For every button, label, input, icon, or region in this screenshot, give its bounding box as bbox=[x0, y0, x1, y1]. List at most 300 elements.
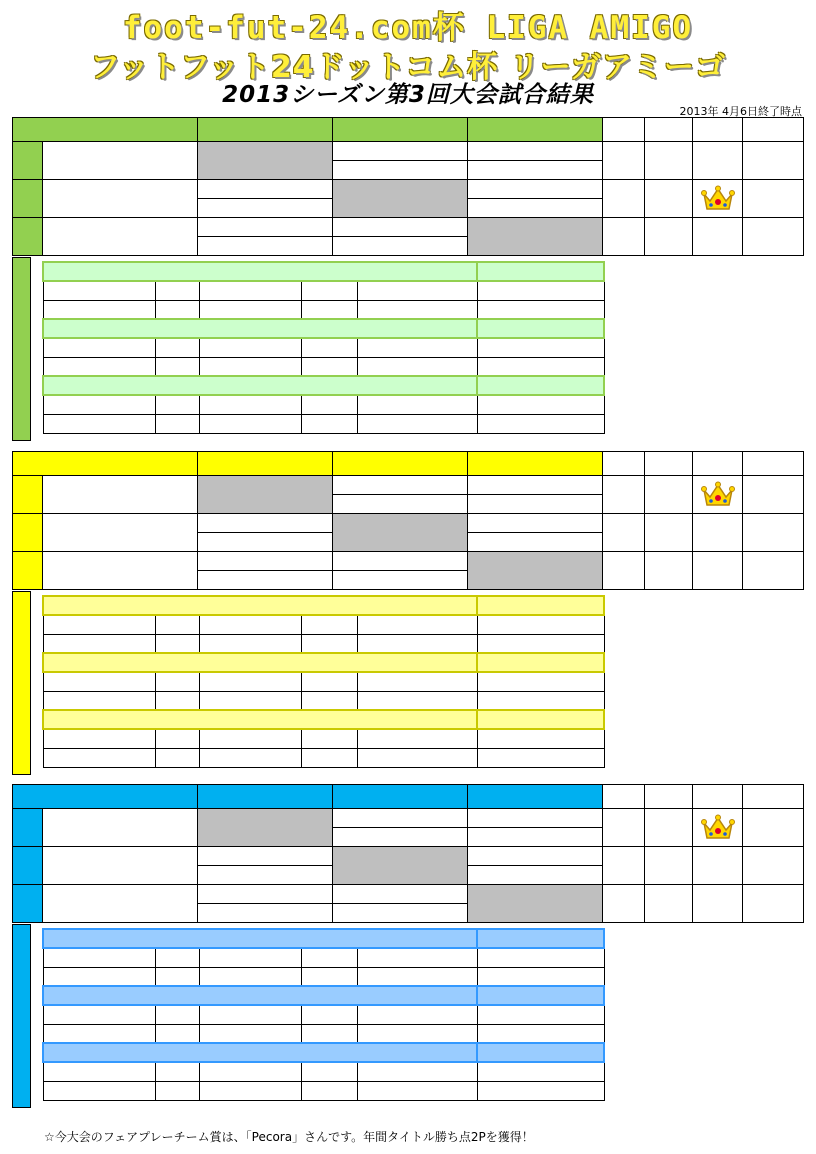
schedule-table-1 bbox=[42, 261, 605, 434]
team-fouls bbox=[743, 809, 804, 847]
team-row bbox=[13, 180, 804, 199]
match-result bbox=[301, 748, 357, 767]
kickoff-time bbox=[477, 691, 604, 710]
away-team bbox=[357, 672, 477, 691]
court-slot bbox=[43, 634, 155, 653]
away-team bbox=[357, 691, 477, 710]
home-team bbox=[199, 967, 301, 986]
away-team bbox=[357, 748, 477, 767]
kickoff-time bbox=[477, 414, 604, 433]
team-letter bbox=[13, 514, 43, 552]
away-team bbox=[357, 357, 477, 376]
match-result bbox=[301, 634, 357, 653]
away-team bbox=[357, 300, 477, 319]
schedule-table-3 bbox=[42, 928, 605, 1101]
self-match-cell bbox=[333, 847, 468, 885]
court-slot bbox=[43, 1024, 155, 1043]
fouls-header bbox=[743, 452, 804, 476]
kickoff-time bbox=[477, 634, 604, 653]
match-number bbox=[155, 281, 199, 300]
team-name bbox=[43, 809, 198, 847]
court-slot bbox=[43, 691, 155, 710]
col-b-header bbox=[333, 118, 468, 142]
match-result bbox=[301, 615, 357, 634]
kickoff-time bbox=[477, 748, 604, 767]
schedule-day-header bbox=[43, 596, 604, 615]
team-points bbox=[603, 476, 645, 514]
match-result bbox=[301, 729, 357, 748]
team-letter bbox=[13, 885, 43, 923]
match-number bbox=[155, 300, 199, 319]
match-number bbox=[155, 414, 199, 433]
schedule-day-header bbox=[43, 710, 604, 729]
schedule-day-header bbox=[43, 319, 604, 338]
match-score bbox=[468, 809, 603, 828]
kickoff-time bbox=[477, 1005, 604, 1024]
match-score bbox=[468, 476, 603, 495]
home-team bbox=[199, 357, 301, 376]
team-name bbox=[43, 847, 198, 885]
team-name bbox=[43, 180, 198, 218]
team-fouls bbox=[743, 142, 804, 180]
match-score bbox=[198, 571, 333, 590]
match-score bbox=[198, 552, 333, 571]
team-fouls bbox=[743, 552, 804, 590]
fairplay-note: ☆今大会のフェアプレーチーム賞は、「Pecora」さんです。年間タイトル勝ち点2Pを獲得！ bbox=[44, 1130, 534, 1144]
match-number bbox=[155, 948, 199, 967]
standings-table-3 bbox=[12, 784, 804, 923]
goal-diff-header bbox=[645, 452, 693, 476]
self-match-cell bbox=[333, 514, 468, 552]
self-match-cell bbox=[468, 552, 603, 590]
team-fouls bbox=[743, 885, 804, 923]
title-latin: foot-fut-24.com杯 LIGA AMIGO bbox=[122, 10, 694, 46]
match-score bbox=[333, 142, 468, 161]
match-number bbox=[155, 1005, 199, 1024]
away-team bbox=[357, 1062, 477, 1081]
away-team bbox=[357, 1081, 477, 1100]
away-team bbox=[357, 338, 477, 357]
match-score bbox=[198, 180, 333, 199]
team-name bbox=[43, 218, 198, 256]
home-team bbox=[199, 1005, 301, 1024]
team-row bbox=[13, 809, 804, 828]
match-result bbox=[301, 338, 357, 357]
schedule-table-2 bbox=[42, 595, 605, 768]
team-goal-diff bbox=[645, 809, 693, 847]
team-letter bbox=[13, 180, 43, 218]
schedule-day-title bbox=[43, 596, 477, 615]
schedule-side-strip bbox=[12, 924, 31, 1108]
division-name bbox=[13, 452, 198, 476]
match-score bbox=[468, 847, 603, 866]
match-score bbox=[198, 533, 333, 552]
away-team bbox=[357, 634, 477, 653]
kickoff-header bbox=[477, 262, 604, 281]
schedule-day-title bbox=[43, 262, 477, 281]
match-score bbox=[468, 533, 603, 552]
match-number bbox=[155, 615, 199, 634]
crown-icon bbox=[701, 481, 735, 509]
court-slot bbox=[43, 414, 155, 433]
team-name bbox=[43, 514, 198, 552]
team-letter bbox=[13, 809, 43, 847]
team-letter bbox=[13, 476, 43, 514]
match-score bbox=[198, 866, 333, 885]
schedule-game-row bbox=[43, 1024, 604, 1043]
match-result bbox=[301, 672, 357, 691]
col-b-header bbox=[333, 452, 468, 476]
home-team bbox=[199, 691, 301, 710]
schedule-game-row bbox=[43, 691, 604, 710]
crown-icon bbox=[701, 185, 735, 213]
match-number bbox=[155, 691, 199, 710]
match-score bbox=[198, 199, 333, 218]
schedule-side-strip bbox=[12, 257, 31, 441]
match-number bbox=[155, 729, 199, 748]
home-team bbox=[199, 729, 301, 748]
kickoff-header bbox=[477, 1043, 604, 1062]
kickoff-header bbox=[477, 376, 604, 395]
kickoff-time bbox=[477, 395, 604, 414]
match-number bbox=[155, 395, 199, 414]
team-letter bbox=[13, 847, 43, 885]
team-fouls bbox=[743, 514, 804, 552]
match-result bbox=[301, 300, 357, 319]
match-score bbox=[468, 161, 603, 180]
schedule-game-row bbox=[43, 357, 604, 376]
match-number bbox=[155, 1024, 199, 1043]
match-result bbox=[301, 357, 357, 376]
match-score bbox=[468, 199, 603, 218]
schedule-game-row bbox=[43, 634, 604, 653]
team-row bbox=[13, 476, 804, 495]
col-b-header bbox=[333, 785, 468, 809]
self-match-cell bbox=[198, 142, 333, 180]
away-team bbox=[357, 1024, 477, 1043]
crown-icon bbox=[701, 814, 735, 842]
schedule-game-row bbox=[43, 948, 604, 967]
kickoff-time bbox=[477, 357, 604, 376]
col-c-header bbox=[468, 452, 603, 476]
as-of-date: 2013年 4月6日終了時点 bbox=[679, 105, 802, 118]
standings-table-2 bbox=[12, 451, 804, 590]
schedule-game-row bbox=[43, 729, 604, 748]
away-team bbox=[357, 615, 477, 634]
match-score bbox=[333, 904, 468, 923]
match-result bbox=[301, 691, 357, 710]
match-score bbox=[198, 237, 333, 256]
team-rank bbox=[693, 218, 743, 256]
kickoff-time bbox=[477, 615, 604, 634]
match-number bbox=[155, 1062, 199, 1081]
schedule-day-title bbox=[43, 986, 477, 1005]
schedule-game-row bbox=[43, 1062, 604, 1081]
match-result bbox=[301, 281, 357, 300]
court-slot bbox=[43, 1062, 155, 1081]
match-result bbox=[301, 1062, 357, 1081]
home-team bbox=[199, 1062, 301, 1081]
home-team bbox=[199, 948, 301, 967]
schedule-game-row bbox=[43, 1005, 604, 1024]
court-slot bbox=[43, 357, 155, 376]
schedule-day-header bbox=[43, 1043, 604, 1062]
schedule-game-row bbox=[43, 1081, 604, 1100]
rank-header bbox=[693, 118, 743, 142]
match-score bbox=[333, 237, 468, 256]
court-slot bbox=[43, 748, 155, 767]
team-letter bbox=[13, 142, 43, 180]
court-slot bbox=[43, 948, 155, 967]
team-points bbox=[603, 809, 645, 847]
team-goal-diff bbox=[645, 476, 693, 514]
match-score bbox=[468, 495, 603, 514]
match-score bbox=[468, 828, 603, 847]
home-team bbox=[199, 1081, 301, 1100]
match-score bbox=[198, 885, 333, 904]
self-match-cell bbox=[468, 218, 603, 256]
points-header bbox=[603, 452, 645, 476]
col-a-header bbox=[198, 785, 333, 809]
fouls-header bbox=[743, 785, 804, 809]
col-a-header bbox=[198, 452, 333, 476]
home-team bbox=[199, 615, 301, 634]
schedule-game-row bbox=[43, 281, 604, 300]
team-goal-diff bbox=[645, 218, 693, 256]
kickoff-time bbox=[477, 967, 604, 986]
schedule-day-title bbox=[43, 929, 477, 948]
schedule-day-title bbox=[43, 376, 477, 395]
match-score bbox=[333, 161, 468, 180]
court-slot bbox=[43, 338, 155, 357]
match-result bbox=[301, 1005, 357, 1024]
team-fouls bbox=[743, 847, 804, 885]
court-slot bbox=[43, 672, 155, 691]
team-name bbox=[43, 552, 198, 590]
match-result bbox=[301, 1024, 357, 1043]
team-goal-diff bbox=[645, 847, 693, 885]
match-score bbox=[468, 180, 603, 199]
team-points bbox=[603, 847, 645, 885]
schedule-day-header bbox=[43, 376, 604, 395]
court-slot bbox=[43, 967, 155, 986]
schedule-day-header bbox=[43, 262, 604, 281]
schedule-game-row bbox=[43, 414, 604, 433]
court-slot bbox=[43, 729, 155, 748]
division-name bbox=[13, 118, 198, 142]
match-number bbox=[155, 338, 199, 357]
col-c-header bbox=[468, 785, 603, 809]
team-row bbox=[13, 885, 804, 904]
team-rank bbox=[693, 809, 743, 847]
home-team bbox=[199, 300, 301, 319]
team-points bbox=[603, 552, 645, 590]
title-katakana: フットフット24ドットコム杯 リーガアミーゴ bbox=[89, 50, 727, 85]
rank-header bbox=[693, 785, 743, 809]
away-team bbox=[357, 1005, 477, 1024]
page-title: 2013シーズン第3回大会試合結果 bbox=[222, 82, 594, 108]
match-score bbox=[333, 809, 468, 828]
match-number bbox=[155, 748, 199, 767]
away-team bbox=[357, 729, 477, 748]
match-score bbox=[198, 218, 333, 237]
team-points bbox=[603, 885, 645, 923]
kickoff-header bbox=[477, 986, 604, 1005]
schedule-game-row bbox=[43, 967, 604, 986]
match-number bbox=[155, 634, 199, 653]
match-score bbox=[333, 495, 468, 514]
kickoff-time bbox=[477, 1062, 604, 1081]
match-score bbox=[333, 552, 468, 571]
kickoff-header bbox=[477, 319, 604, 338]
match-score bbox=[468, 142, 603, 161]
goal-diff-header bbox=[645, 118, 693, 142]
team-letter bbox=[13, 218, 43, 256]
match-result bbox=[301, 414, 357, 433]
team-rank bbox=[693, 180, 743, 218]
match-result bbox=[301, 395, 357, 414]
team-rank bbox=[693, 514, 743, 552]
schedule-day-header bbox=[43, 653, 604, 672]
home-team bbox=[199, 414, 301, 433]
team-name bbox=[43, 142, 198, 180]
kickoff-header bbox=[477, 596, 604, 615]
kickoff-time bbox=[477, 729, 604, 748]
schedule-game-row bbox=[43, 300, 604, 319]
kickoff-header bbox=[477, 653, 604, 672]
kickoff-time bbox=[477, 338, 604, 357]
team-rank bbox=[693, 142, 743, 180]
court-slot bbox=[43, 300, 155, 319]
team-points bbox=[603, 142, 645, 180]
kickoff-time bbox=[477, 672, 604, 691]
team-fouls bbox=[743, 476, 804, 514]
rank-header bbox=[693, 452, 743, 476]
self-match-cell bbox=[198, 809, 333, 847]
team-row bbox=[13, 218, 804, 237]
schedule-day-title bbox=[43, 653, 477, 672]
team-rank bbox=[693, 552, 743, 590]
match-score bbox=[468, 514, 603, 533]
schedule-day-header bbox=[43, 929, 604, 948]
home-team bbox=[199, 634, 301, 653]
points-header bbox=[603, 785, 645, 809]
team-row bbox=[13, 847, 804, 866]
schedule-side-strip bbox=[12, 591, 31, 775]
team-name bbox=[43, 885, 198, 923]
match-result bbox=[301, 967, 357, 986]
kickoff-header bbox=[477, 710, 604, 729]
court-slot bbox=[43, 1005, 155, 1024]
match-number bbox=[155, 672, 199, 691]
team-points bbox=[603, 514, 645, 552]
kickoff-time bbox=[477, 1024, 604, 1043]
team-goal-diff bbox=[645, 552, 693, 590]
goal-diff-header bbox=[645, 785, 693, 809]
court-slot bbox=[43, 615, 155, 634]
match-score bbox=[198, 514, 333, 533]
team-rank bbox=[693, 847, 743, 885]
match-score bbox=[333, 885, 468, 904]
match-score bbox=[333, 571, 468, 590]
team-goal-diff bbox=[645, 514, 693, 552]
team-goal-diff bbox=[645, 180, 693, 218]
away-team bbox=[357, 395, 477, 414]
match-score bbox=[198, 904, 333, 923]
team-row bbox=[13, 552, 804, 571]
match-score bbox=[468, 866, 603, 885]
team-rank bbox=[693, 885, 743, 923]
match-score bbox=[333, 476, 468, 495]
schedule-game-row bbox=[43, 338, 604, 357]
self-match-cell bbox=[198, 476, 333, 514]
team-goal-diff bbox=[645, 142, 693, 180]
home-team bbox=[199, 395, 301, 414]
points-header bbox=[603, 118, 645, 142]
schedule-game-row bbox=[43, 615, 604, 634]
team-letter bbox=[13, 552, 43, 590]
col-c-header bbox=[468, 118, 603, 142]
team-row bbox=[13, 142, 804, 161]
match-score bbox=[333, 828, 468, 847]
home-team bbox=[199, 672, 301, 691]
col-a-header bbox=[198, 118, 333, 142]
kickoff-time bbox=[477, 300, 604, 319]
court-slot bbox=[43, 395, 155, 414]
standings-table-1 bbox=[12, 117, 804, 256]
team-rank bbox=[693, 476, 743, 514]
fouls-header bbox=[743, 118, 804, 142]
team-fouls bbox=[743, 218, 804, 256]
schedule-day-header bbox=[43, 986, 604, 1005]
self-match-cell bbox=[333, 180, 468, 218]
schedule-game-row bbox=[43, 672, 604, 691]
away-team bbox=[357, 967, 477, 986]
away-team bbox=[357, 414, 477, 433]
schedule-game-row bbox=[43, 395, 604, 414]
team-fouls bbox=[743, 180, 804, 218]
match-number bbox=[155, 1081, 199, 1100]
home-team bbox=[199, 748, 301, 767]
kickoff-time bbox=[477, 281, 604, 300]
schedule-game-row bbox=[43, 748, 604, 767]
kickoff-header bbox=[477, 929, 604, 948]
away-team bbox=[357, 281, 477, 300]
home-team bbox=[199, 1024, 301, 1043]
match-result bbox=[301, 948, 357, 967]
team-points bbox=[603, 218, 645, 256]
match-score bbox=[333, 218, 468, 237]
self-match-cell bbox=[468, 885, 603, 923]
home-team bbox=[199, 338, 301, 357]
team-points bbox=[603, 180, 645, 218]
court-slot bbox=[43, 281, 155, 300]
match-result bbox=[301, 1081, 357, 1100]
match-number bbox=[155, 967, 199, 986]
schedule-day-title bbox=[43, 710, 477, 729]
division-name bbox=[13, 785, 198, 809]
court-slot bbox=[43, 1081, 155, 1100]
team-goal-diff bbox=[645, 885, 693, 923]
schedule-day-title bbox=[43, 1043, 477, 1062]
team-row bbox=[13, 514, 804, 533]
match-score bbox=[198, 847, 333, 866]
schedule-day-title bbox=[43, 319, 477, 338]
kickoff-time bbox=[477, 948, 604, 967]
kickoff-time bbox=[477, 1081, 604, 1100]
team-name bbox=[43, 476, 198, 514]
away-team bbox=[357, 948, 477, 967]
